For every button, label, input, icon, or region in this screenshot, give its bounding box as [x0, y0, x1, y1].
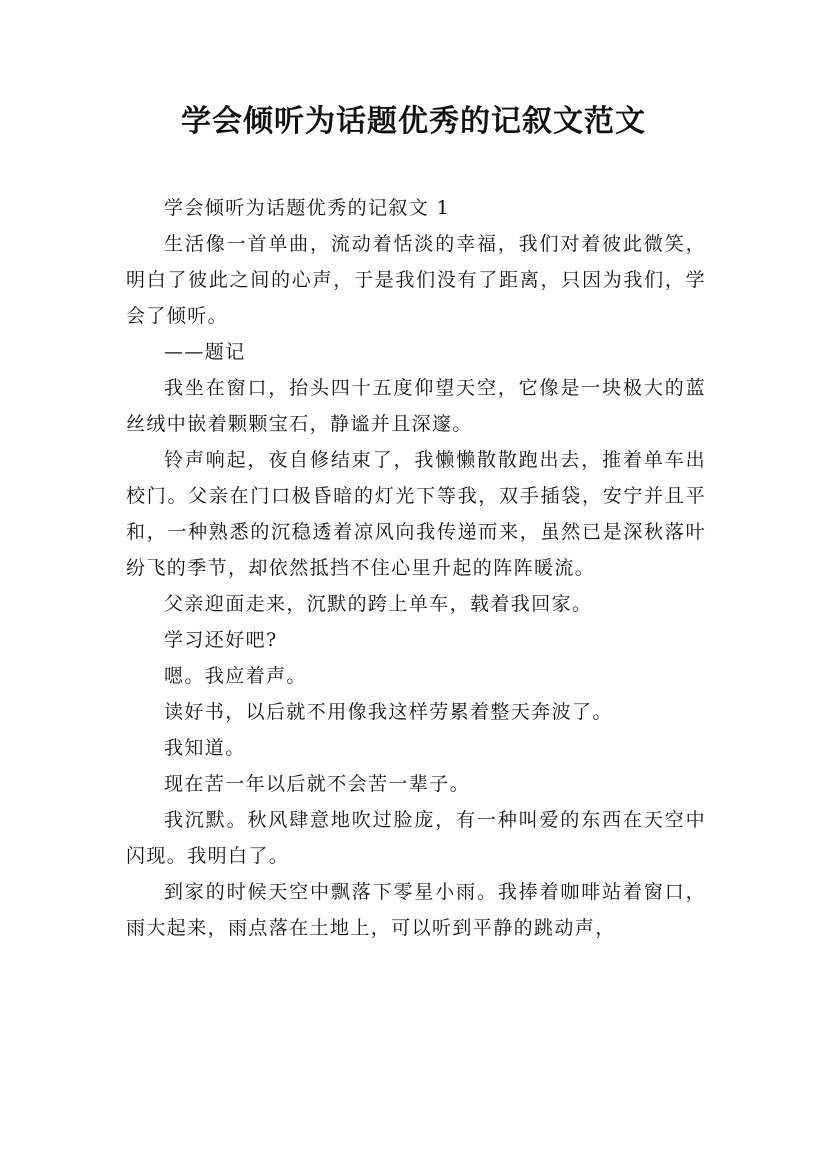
paragraph-dialogue: 现在苦一年以后就不会苦一辈子。 — [164, 773, 471, 795]
paragraph-dialogue: 读好书，以后就不用像我这样劳累着整天奔波了。 — [164, 701, 613, 723]
paragraph: 到家的时候天空中飘落下零星小雨。我捧着咖啡站着窗口，雨大起来，雨点落在土地上，可以听到平静的跳动声， — [126, 881, 706, 939]
document-body — [126, 190, 706, 946]
paragraph-epigraph-note: ——题记 — [164, 341, 246, 363]
paragraph: 父亲迎面走来，沉默的跨上单车，载着我回家。 — [164, 593, 593, 615]
paragraph-dialogue: 学习还好吧? — [164, 629, 278, 651]
paragraph-dialogue: 我知道。 — [164, 737, 246, 759]
paragraph: 铃声响起，夜自修结束了，我懒懒散散跑出去，推着单车出校门。父亲在门口极昏暗的灯光下等我，双手插袋，安宁并且平和，一种熟悉的沉稳透着凉风向我传递而来，虽然已是深秋落叶纷飞的季节，却依然抵挡不住心里升起的阵阵暖流。 — [126, 449, 706, 579]
paragraph: 我坐在窗口，抬头四十五度仰望天空，它像是一块极大的蓝丝绒中嵌着颗颗宝石，静谧并且深邃。 — [126, 377, 706, 435]
paragraph: 生活像一首单曲，流动着恬淡的幸福，我们对着彼此微笑，明白了彼此之间的心声，于是我们没有了距离，只因为我们，学会了倾听。 — [126, 233, 706, 327]
paragraph-dialogue: 嗯。我应着声。 — [164, 665, 307, 687]
document-title: 学会倾听为话题优秀的记叙文范文 — [181, 104, 646, 139]
paragraph: 我沉默。秋风肆意地吹过脸庞，有一种叫爱的东西在天空中闪现。我明白了。 — [126, 809, 706, 867]
paragraph-subtitle: 学会倾听为话题优秀的记叙文 1 — [164, 197, 451, 219]
